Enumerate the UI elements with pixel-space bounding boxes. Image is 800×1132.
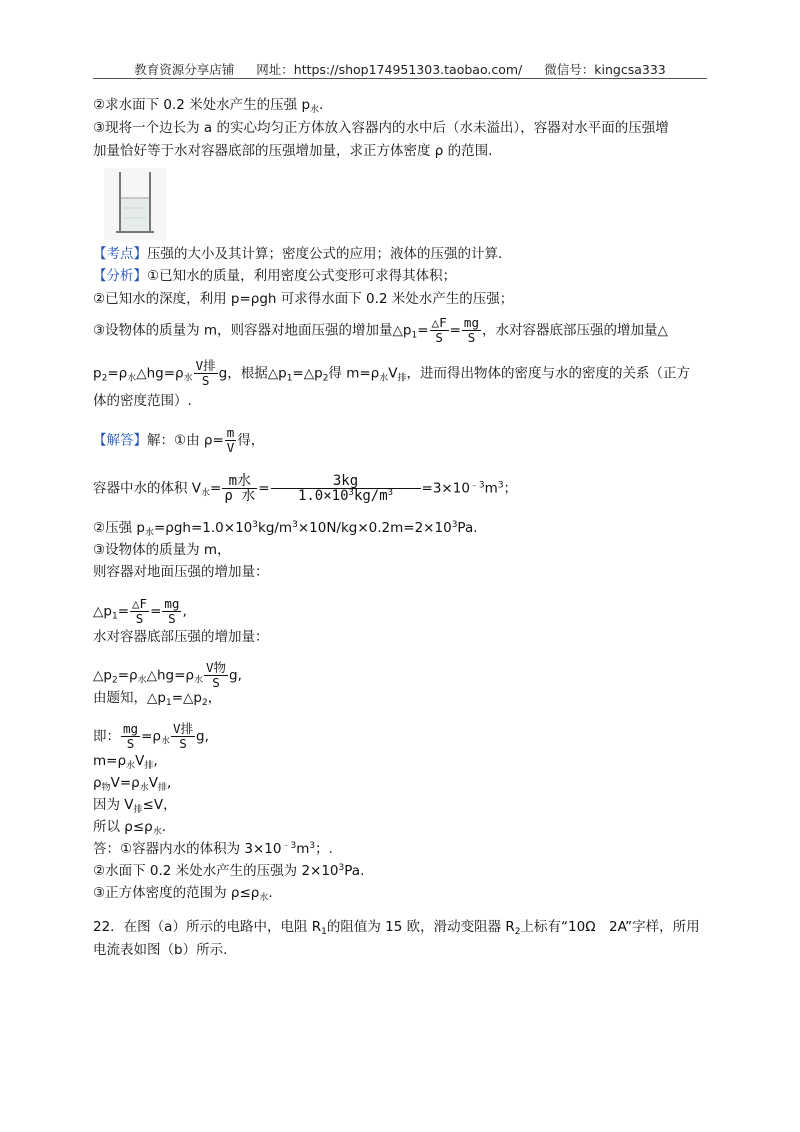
q22-line-1: 22．在图（a）所示的电路中，电阻 $R_1$的阻值为 15 欧，滑动变阻器 $R_2$上标有“10Ω 2A”字样，所用: [93, 919, 700, 937]
q22-line-2: 电流表如图（b）所示.: [93, 942, 228, 958]
header-divider: [93, 78, 707, 79]
jieda-line-s13: 所以 $\rho\le\rho_水$.: [93, 819, 167, 837]
fenxi-line-2: ②已知水的深度，利用 p=ρgh 可求得水面下 0.2 米处水产生的压强；: [93, 291, 514, 307]
shop-url[interactable]: 网址：https://shop174951303.taobao.com/: [256, 62, 523, 77]
question-line-2: ②求水面下 0.2 米处水产生的压强 $p_水$.: [93, 97, 324, 115]
wechat-id: 微信号：kingcsa333: [544, 62, 666, 77]
jieda-line-s8: 由题知，$\triangle p_1=\triangle p_2$，: [93, 690, 222, 708]
page-header: [93, 60, 707, 78]
jieda-dp1: $\triangle p_1=$ $\frac{\triangle F}{S}$ = $\frac{mg}{S}$ ,: [93, 596, 187, 626]
kaodian-line: 【考点】压强的大小及其计算；密度公式的应用；液体的压强的计算.: [93, 246, 503, 262]
kaodian-tag: 【考点】: [93, 246, 147, 262]
jieda-line-s10: $m=\rho_水V_排$,: [93, 753, 158, 771]
fenxi-line-1: 【分析】①已知水的质量，利用密度公式变形可求得其体积；: [93, 268, 457, 284]
shop-name: 教育资源分享店铺: [134, 62, 235, 77]
fenxi-line-5: 体的密度范围）.: [93, 393, 192, 409]
question-line-3: ③现将一个边长为 a 的实心均匀正方体放入容器内的水中后（水未溢出），容器对水平面的压强增: [93, 120, 669, 136]
jieda-line-s3: ③设物体的质量为 m，: [93, 542, 231, 558]
question-line-4: 加量恰好等于水对容器底部的压强增加量，求正方体密度 ρ 的范围.: [93, 143, 493, 159]
jieda-line-s12: 因为 $V_排\le V$，: [93, 797, 177, 815]
fenxi-tag: 【分析】: [93, 268, 147, 284]
answer-line-1: 答：①容器内水的体积为 $3\times 10^{﹣3}m^3$；.: [93, 841, 333, 857]
jieda-line-s9: 即： $\frac{mg}{S}$ $=\rho_水$ $\frac{\text{V排}}{S}$ g,: [93, 721, 209, 751]
fenxi-line-4: $p_2=\rho_水\triangle hg=\rho_水$ $\frac{\text{V排}}{S}$ g，根据$\triangle p_1=\triangle p_2$得 $m=\rho_水V_排$，进而得出物体的密度与水的密度的关系（正方: [93, 358, 691, 388]
jieda-tag: 【解答】: [93, 432, 147, 449]
container-figure: [104, 168, 166, 240]
jieda-line-s4: 则容器对地面压强的增加量：: [93, 564, 269, 580]
fenxi-line-3: ③设物体的质量为 m，则容器对地面压强的增加量$\triangle p_1=$ $\frac{\triangle F}{S}$ = $\frac{mg}{S}$ ，水对容器底部压强的增加量△: [93, 315, 668, 345]
jieda-dp2: $\triangle p_2=\rho_水\triangle hg=\rho_水$ $\frac{\text{V物}}{S}$ g,: [93, 660, 242, 690]
answer-line-2: ②水面下 0.2 米处水产生的压强为 $2\times 10^3Pa$.: [93, 863, 365, 879]
jieda-volume: 容器中水的体积 $V_水=$ $\frac{\text{m水}}{\text{ρ 水}}$ = $\frac{3kg}{1.0\times 10^3kg/m^3}$ $=3\times 10^{﹣3}m^3$；: [93, 473, 518, 504]
jieda-line-s11: $\rho_物V=\rho_水V_排$,: [93, 775, 172, 793]
jieda-line-s6: 水对容器底部压强的增加量：: [93, 629, 269, 645]
answer-line-3: ③正方体密度的范围为 $\rho\le\rho_水$.: [93, 885, 273, 903]
jieda-pressure: ②压强 $p_水=\rho gh=1.0\times 10^3kg/m^3\times 10N/kg\times 0.2m=2\times 10^3Pa$.: [93, 520, 478, 538]
jieda-line-1: 【解答】解：①由 ρ= $\frac{m}{V}$ 得，: [93, 425, 265, 455]
